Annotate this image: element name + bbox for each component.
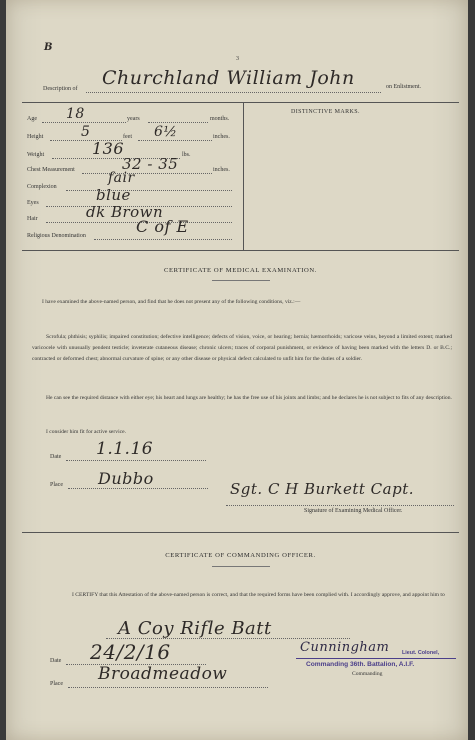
religion-label: Religious Denomination bbox=[27, 233, 86, 239]
age-unit-years: years bbox=[127, 116, 140, 122]
medical-heading: CERTIFICATE OF MEDICAL EXAMINATION. bbox=[164, 267, 317, 274]
commanding-place-label: Place bbox=[50, 681, 63, 687]
age-unit-months: months. bbox=[210, 116, 230, 122]
age-dots bbox=[42, 122, 126, 123]
stamp-rank: Lieut. Colonel, bbox=[402, 650, 440, 656]
medical-place-value: Dubbo bbox=[98, 469, 154, 488]
hair-label: Hair bbox=[27, 216, 38, 222]
commanding-place-value: Broadmeadow bbox=[98, 664, 228, 684]
appointment-value: A Coy Rifle Batt bbox=[118, 618, 272, 639]
complexion-value: fair bbox=[108, 170, 135, 186]
medical-heading-rule bbox=[212, 280, 270, 281]
commanding-place-line bbox=[68, 687, 268, 688]
age-label: Age bbox=[27, 116, 37, 122]
page-number: 3 bbox=[236, 56, 239, 62]
commanding-heading: CERTIFICATE OF COMMANDING OFFICER. bbox=[165, 552, 316, 559]
chest-value: 32 - 35 bbox=[122, 155, 179, 173]
description-prefix: Description of bbox=[43, 86, 78, 92]
height-label: Height bbox=[27, 134, 44, 140]
height-dots-2 bbox=[138, 140, 212, 141]
medical-place-line bbox=[68, 488, 208, 489]
medical-signature-line bbox=[226, 505, 454, 506]
corner-mark: B bbox=[44, 42, 53, 53]
height-inches: 6½ bbox=[154, 124, 178, 140]
medical-conditions: Scrofula; phthisis; syphilis; impaired constitution; defective intelligence; defects of vision, voice, or hearing; hernia; hæmorrhoids; varicose veins, beyond a limited extent; marked varicocele with unusually pendent testicle; inveterate cutaneous disease; chronic ulcers; traces of corporal punishment, or evidence of having been marked with the letters D. or B.C.; contracted or deformed chest; abnormal curvature of spine; or any other disease or physical defect calculated to unfit him for the duties of a soldier. bbox=[32, 334, 452, 363]
chest-dots bbox=[82, 173, 212, 174]
age-value: 18 bbox=[66, 106, 85, 122]
medical-sight: He can see the required distance with either eye; his heart and lungs are healthy; he has the free use of his joints and limbs; and he declares he is not subject to fits of any description. bbox=[46, 395, 452, 401]
complexion-dots bbox=[66, 190, 232, 191]
height-unit-inches: inches. bbox=[213, 134, 230, 140]
table-bottom-rule bbox=[22, 250, 459, 251]
height-feet: 5 bbox=[81, 124, 91, 140]
weight-value: 136 bbox=[92, 139, 125, 158]
eyes-label: Eyes bbox=[27, 200, 39, 206]
commanding-heading-rule bbox=[212, 566, 270, 567]
commanding-certify: I CERTIFY that this Attestation of the above-named person is correct, and that the required forms have been complied with. I accordingly approve, and appoint him to bbox=[72, 592, 445, 598]
medical-date-label: Date bbox=[50, 454, 62, 460]
table-divider bbox=[243, 102, 244, 250]
commanding-caption: Commanding bbox=[352, 671, 383, 677]
stamp-rule bbox=[296, 658, 456, 659]
eyes-value: blue bbox=[96, 186, 131, 204]
section-rule bbox=[22, 532, 459, 533]
attestation-page bbox=[6, 0, 468, 740]
religion-value: C of E bbox=[136, 217, 189, 236]
stamp-battalion: Commanding 36th. Battalion, A.I.F. bbox=[306, 661, 415, 668]
medical-intro: I have examined the above-named person, and find that he does not present any of the following conditions, viz.:— bbox=[42, 299, 301, 305]
weight-unit: lbs. bbox=[182, 152, 191, 158]
medical-signature: Sgt. C H Burkett Capt. bbox=[230, 480, 414, 498]
hair-value: dk Brown bbox=[86, 203, 164, 221]
commanding-date-value: 24/2/16 bbox=[90, 640, 171, 664]
medical-fit: I consider him fit for active service. bbox=[46, 429, 126, 435]
medical-date-line bbox=[66, 460, 206, 461]
medical-signature-caption: Signature of Examining Medical Officer. bbox=[304, 508, 403, 514]
chest-label: Chest Measurement bbox=[27, 167, 75, 173]
description-name-line bbox=[86, 92, 381, 93]
distinctive-marks-heading: DISTINCTIVE MARKS. bbox=[291, 109, 360, 115]
age-dots-2 bbox=[148, 122, 208, 123]
commanding-signature: Cunningham bbox=[300, 640, 390, 655]
medical-date-value: 1.1.16 bbox=[96, 439, 154, 459]
height-unit-feet: feet bbox=[123, 134, 132, 140]
religion-dots bbox=[94, 239, 232, 240]
table-top-rule bbox=[22, 102, 459, 103]
complexion-label: Complexion bbox=[27, 184, 57, 190]
description-suffix: on Enlistment. bbox=[386, 84, 421, 90]
description-name: Churchland William John bbox=[102, 67, 355, 89]
chest-unit: inches. bbox=[213, 167, 230, 173]
commanding-date-label: Date bbox=[50, 658, 62, 664]
weight-label: Weight bbox=[27, 152, 45, 158]
medical-place-label: Place bbox=[50, 482, 63, 488]
